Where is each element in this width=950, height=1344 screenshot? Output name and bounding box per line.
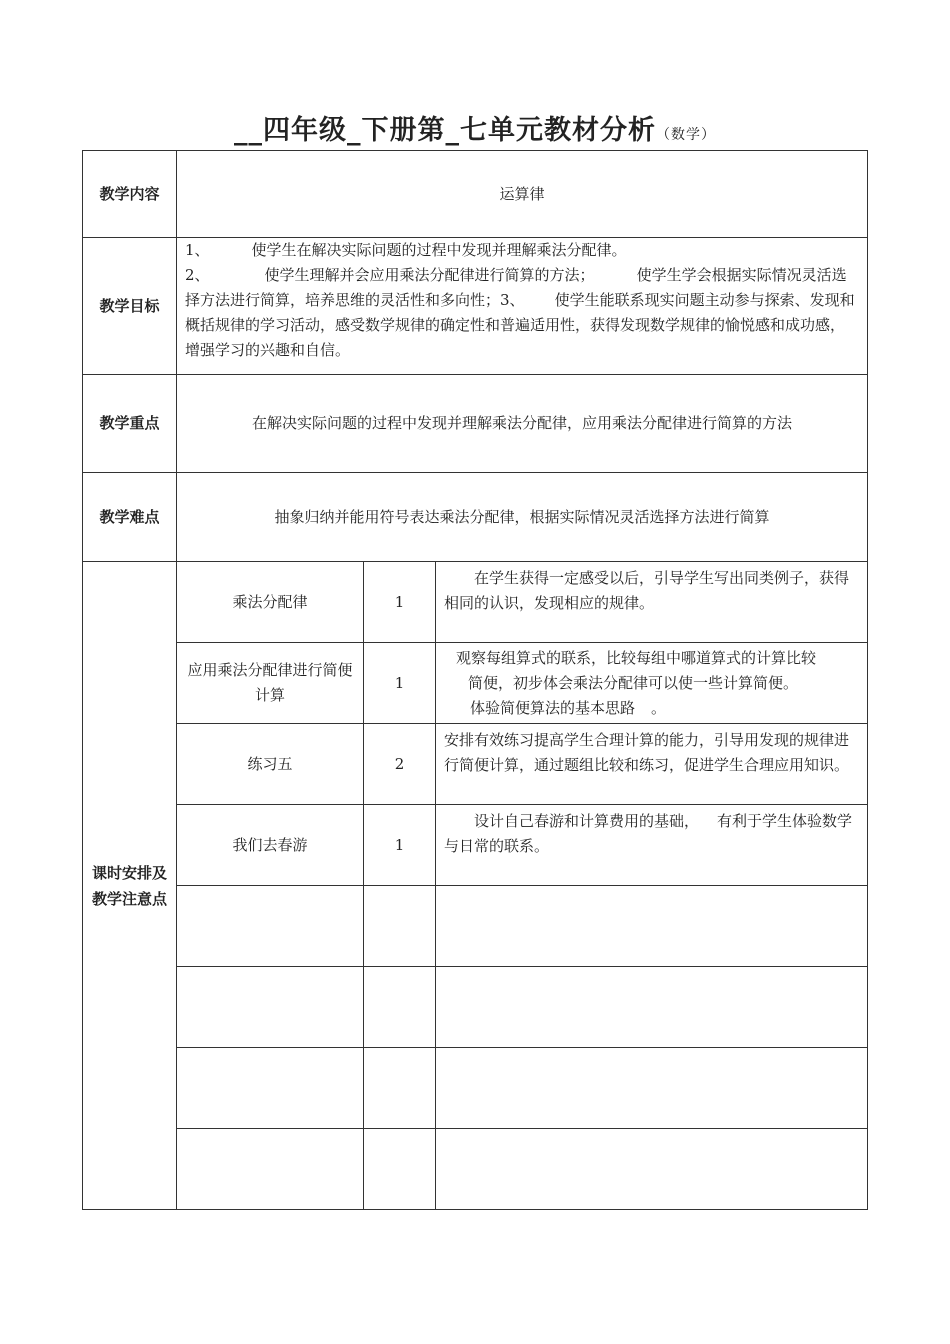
goal-2-num: 2、 xyxy=(185,266,210,284)
lesson-note: 在学生获得一定感受以后，引导学生写出同类例子，获得相同的认识，发现相应的规律。 xyxy=(436,562,868,643)
row-difficulty xyxy=(83,473,868,562)
lesson-row xyxy=(83,724,868,805)
lesson-row xyxy=(83,562,868,643)
goal-3: 使学生能联系现实问题主动参与探索、发现和概括规律的学习活动，感受数学规律的确定性和普遍适用性，获得发现数学规律的愉悦感和成功感，增强学习的兴趣和自信。 xyxy=(185,291,855,359)
label-teaching-content: 教学内容 xyxy=(83,151,177,238)
lesson-note: 观察每组算式的联系，比较每组中哪道算式的计算比较 简便，初步体会乘法分配律可以使一些计算简便。 体验简便算法的基本思路 。 xyxy=(436,643,868,724)
empty-cell xyxy=(364,1048,436,1129)
value-key-point: 在解决实际问题的过程中发现并理解乘法分配律，应用乘法分配律进行简算的方法 xyxy=(177,375,868,473)
label-schedule: 课时安排及教学注意点 xyxy=(83,562,177,1210)
empty-lesson-row xyxy=(83,1048,868,1129)
goal-1-num: 1、 xyxy=(185,241,210,259)
lesson-name: 乘法分配律 xyxy=(177,562,364,643)
row-teaching-content xyxy=(83,151,868,238)
value-difficulty: 抽象归纳并能用符号表达乘法分配律，根据实际情况灵活选择方法进行简算 xyxy=(177,473,868,562)
lesson-hours: 2 xyxy=(364,724,436,805)
empty-cell xyxy=(364,886,436,967)
empty-cell xyxy=(177,1048,364,1129)
goal-1: 使学生在解决实际问题的过程中发现并理解乘法分配律。 xyxy=(251,241,627,259)
empty-cell xyxy=(436,967,868,1048)
lesson-row xyxy=(83,643,868,724)
title-subject: （数学） xyxy=(656,127,716,143)
row-key-point xyxy=(83,375,868,473)
lesson-hours: 1 xyxy=(364,805,436,886)
empty-cell xyxy=(364,1129,436,1210)
empty-lesson-row xyxy=(83,967,868,1048)
empty-lesson-row xyxy=(83,886,868,967)
lesson-name: 我们去春游 xyxy=(177,805,364,886)
empty-lesson-row xyxy=(83,1129,868,1210)
empty-cell xyxy=(177,967,364,1048)
empty-cell xyxy=(364,967,436,1048)
lesson-row xyxy=(83,805,868,886)
goal-3-num: 3、 xyxy=(500,291,525,309)
lesson-name: 应用乘法分配律进行简便计算 xyxy=(177,643,364,724)
goal-2b: 使学生学会根据实际情况灵活选择方法进行简算，培养思维的灵活性和多向性； xyxy=(185,266,847,309)
value-teaching-content: 运算律 xyxy=(177,151,868,238)
lesson-note: 设计自己春游和计算费用的基础， 有利于学生体验数学与日常的联系。 xyxy=(436,805,868,886)
label-teaching-goals: 教学目标 xyxy=(83,238,177,375)
empty-cell xyxy=(436,1048,868,1129)
lesson-hours: 1 xyxy=(364,562,436,643)
lesson-note: 安排有效练习提高学生合理计算的能力，引导用发现的规律进行简便计算，通过题组比较和练习，促进学生合理应用知识。 xyxy=(436,724,868,805)
lesson-name: 练习五 xyxy=(177,724,364,805)
page-title xyxy=(0,108,950,147)
empty-cell xyxy=(177,886,364,967)
analysis-table xyxy=(82,150,868,1210)
value-teaching-goals xyxy=(177,238,868,375)
lesson-hours: 1 xyxy=(364,643,436,724)
empty-cell xyxy=(436,886,868,967)
label-key-point: 教学重点 xyxy=(83,375,177,473)
title-main: __四年级_下册第_七单元教材分析 xyxy=(234,115,656,146)
label-difficulty: 教学难点 xyxy=(83,473,177,562)
empty-cell xyxy=(177,1129,364,1210)
row-teaching-goals xyxy=(83,238,868,375)
goal-2a: 使学生理解并会应用乘法分配律进行简算的方法； xyxy=(264,266,595,284)
empty-cell xyxy=(436,1129,868,1210)
